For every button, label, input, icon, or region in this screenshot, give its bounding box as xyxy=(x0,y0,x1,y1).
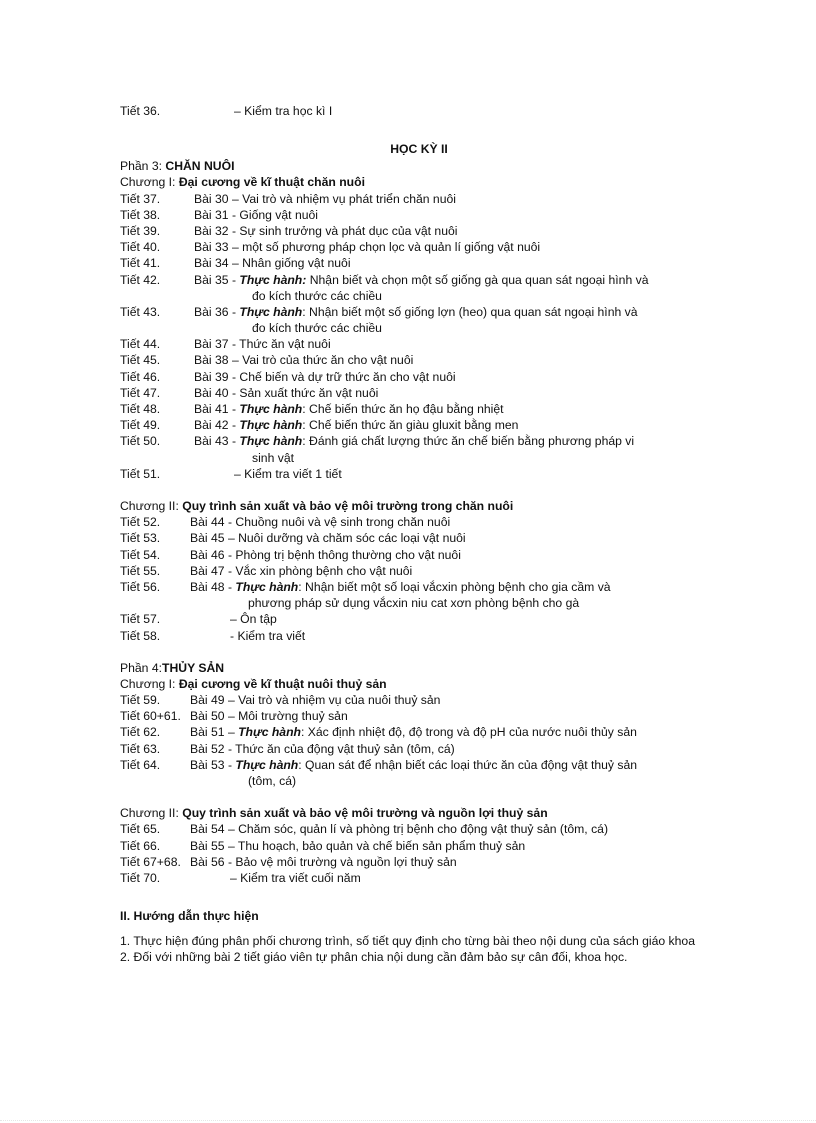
lesson-row xyxy=(120,352,710,368)
chapter-prefix: Chương II: xyxy=(120,806,183,821)
lesson-label: Tiết 48. xyxy=(120,402,161,417)
lesson-row xyxy=(120,547,710,563)
lesson-title: Bài 44 - Chuồng nuôi và vệ sinh trong chăn nuôi xyxy=(190,515,451,530)
part-prefix: Phần 4: xyxy=(120,660,163,675)
chapter-name: Quy trình sản xuất và bảo vệ môi trường và nguồn lợi thuỷ sản xyxy=(182,806,548,821)
lesson-row xyxy=(120,838,710,854)
page-bottom-divider xyxy=(0,1120,816,1121)
practice-label: Thực hành: xyxy=(239,272,307,287)
lesson-text xyxy=(194,385,378,401)
lesson-row xyxy=(120,821,710,837)
part-name: CHĂN NUÔI xyxy=(165,159,235,174)
lesson-row xyxy=(120,741,710,757)
semester-title: HỌC KỲ II xyxy=(390,142,448,157)
lesson-row xyxy=(120,708,710,724)
lesson-label: Tiết 70. xyxy=(120,870,161,885)
lesson-text xyxy=(194,304,638,336)
lesson-text xyxy=(190,821,608,837)
lesson-label: Tiết 37. xyxy=(120,191,161,206)
lesson-row xyxy=(120,530,710,546)
lesson-title: Bài 40 - Sản xuất thức ăn vật nuôi xyxy=(194,385,379,400)
chapter-name: Đại cương về kĩ thuật chăn nuôi xyxy=(178,175,365,190)
lesson-title: Bài 51 – xyxy=(190,725,239,740)
lesson-row xyxy=(120,433,710,465)
lesson-title: Bài 45 – Nuôi dưỡng và chăm sóc các loại vật nuôi xyxy=(190,531,466,546)
lesson-text xyxy=(194,223,457,239)
lesson-label: Tiết 36. xyxy=(120,104,161,118)
chapter-name: Đại cương về kĩ thuật nuôi thuỷ sản xyxy=(178,676,387,691)
lesson-title: Bài 49 – Vai trò và nhiệm vụ của nuôi thuỷ sản xyxy=(190,693,441,708)
lesson-list xyxy=(120,514,710,611)
chapter-prefix: Chương I: xyxy=(120,175,179,190)
lesson-label: Tiết 57. xyxy=(120,612,161,627)
lesson-row xyxy=(120,304,710,336)
lesson-row xyxy=(120,336,710,352)
lesson-label: Tiết 66. xyxy=(120,838,161,853)
test-row xyxy=(120,628,710,644)
practice-label: Thực hành xyxy=(235,757,299,772)
chapter-heading xyxy=(120,498,710,514)
lesson-label: Tiết 52. xyxy=(120,515,161,530)
lesson-title: Bài 41 - xyxy=(194,402,240,417)
lesson-title: Bài 38 – Vai trò của thức ăn cho vật nuôi xyxy=(194,353,414,368)
lesson-title: Bài 46 - Phòng trị bệnh thông thường cho vật nuôi xyxy=(190,547,461,562)
lesson-row xyxy=(120,239,710,255)
lesson-title: Bài 48 - xyxy=(190,579,236,594)
lesson-title: Bài 53 - xyxy=(190,757,236,772)
lesson-row xyxy=(120,385,710,401)
lesson-title-continued: đo kích thước các chiều xyxy=(252,288,382,303)
lesson-text xyxy=(194,191,456,207)
lesson-text xyxy=(190,854,457,870)
practice-label: Thực hành xyxy=(238,725,301,740)
lesson-label: Tiết 64. xyxy=(120,757,161,772)
lesson-label: Tiết 45. xyxy=(120,353,161,368)
lesson-label: Tiết 63. xyxy=(120,741,161,756)
lesson-title: Bài 55 – Thu hoạch, bảo quản và chế biến sản phẩm thuỷ sản xyxy=(190,838,526,853)
lesson-label: Tiết 40. xyxy=(120,240,161,255)
lesson-label: Tiết 67+68. xyxy=(120,854,181,869)
lesson-text xyxy=(194,417,518,433)
lesson-text xyxy=(194,239,540,255)
lesson-text xyxy=(194,255,351,271)
part-name: THỦY SẢN xyxy=(162,660,225,675)
lesson-row xyxy=(120,369,710,385)
lesson-label: Tiết 56. xyxy=(120,579,161,594)
lesson-text xyxy=(190,547,461,563)
lesson-label: Tiết 46. xyxy=(120,369,161,384)
lesson-row xyxy=(120,223,710,239)
lesson-text xyxy=(194,369,456,385)
lesson-title: Bài 39 - Chế biến và dự trữ thức ăn cho vật nuôi xyxy=(194,369,456,384)
lesson-label: Tiết 53. xyxy=(120,531,161,546)
chapter-name: Quy trình sản xuất và bảo vệ môi trường trong chăn nuôi xyxy=(182,498,514,513)
lesson-text: – Ôn tập xyxy=(230,612,277,627)
lesson-label: Tiết 59. xyxy=(120,693,161,708)
lesson-title-rest: : Quan sát để nhận biết các loại thức ăn của động vật thuỷ sản xyxy=(298,757,638,772)
part-prefix: Phần 3: xyxy=(120,159,166,174)
lesson-label: Tiết 39. xyxy=(120,223,161,238)
lesson-text xyxy=(190,514,450,530)
lesson-row xyxy=(120,207,710,223)
practice-label: Thực hành xyxy=(239,418,303,433)
test-row xyxy=(120,466,710,482)
chapter-heading xyxy=(120,805,710,821)
lesson-title: Bài 35 - xyxy=(194,272,240,287)
chapter-heading xyxy=(120,174,710,190)
lesson-label: Tiết 38. xyxy=(120,207,161,222)
lesson-row xyxy=(120,255,710,271)
lesson-row xyxy=(120,692,710,708)
lesson-title: Bài 50 – Môi trường thuỷ sản xyxy=(190,709,348,724)
lesson-title: Bài 31 - Giống vật nuôi xyxy=(194,207,318,222)
lesson-text: – Kiểm tra học kì I xyxy=(234,104,333,118)
practice-label: Thực hành xyxy=(235,579,299,594)
lesson-title: Bài 33 – một số phương pháp chọn lọc và quản lí giống vật nuôi xyxy=(194,240,541,255)
lesson-title: Bài 36 - xyxy=(194,304,240,319)
lesson-text xyxy=(194,352,413,368)
lesson-label: Tiết 51. xyxy=(120,466,161,481)
lesson-text xyxy=(194,272,649,304)
lesson-title: Bài 32 - Sự sinh trưởng và phát dục của vật nuôi xyxy=(194,223,458,238)
chapter-heading xyxy=(120,676,710,692)
lesson-title: Bài 30 – Vai trò và nhiệm vụ phát triển chăn nuôi xyxy=(194,191,456,206)
lesson-label: Tiết 55. xyxy=(120,563,161,578)
part-heading xyxy=(120,158,710,174)
lesson-title-rest: Nhận biết và chọn một số giống gà qua quan sát ngoại hình và xyxy=(306,272,649,287)
lesson-title: Bài 37 - Thức ăn vật nuôi xyxy=(194,337,331,352)
lesson-row xyxy=(120,272,710,304)
lesson-text xyxy=(190,579,611,611)
review-row xyxy=(120,611,710,627)
lesson-text: - Kiểm tra viết xyxy=(230,628,306,643)
lesson-text xyxy=(190,530,466,546)
lesson-row xyxy=(120,103,710,119)
lesson-text xyxy=(194,401,504,417)
lesson-label: Tiết 65. xyxy=(120,822,161,837)
lesson-list xyxy=(120,692,710,789)
lesson-label: Tiết 49. xyxy=(120,418,161,433)
lesson-text xyxy=(190,741,455,757)
lesson-text xyxy=(190,838,525,854)
practice-label: Thực hành xyxy=(239,434,303,449)
lesson-title: Bài 56 - Bảo vệ môi trường và nguồn lợi thuỷ sản xyxy=(190,854,457,869)
lesson-row xyxy=(120,191,710,207)
lesson-title-continued: (tôm, cá) xyxy=(248,774,297,789)
lesson-row xyxy=(120,724,710,740)
lesson-title-rest: : Nhận biết một số giống lợn (heo) qua quan sát ngoại hình và xyxy=(302,304,638,319)
lesson-text xyxy=(194,433,634,465)
lesson-title: Bài 47 - Vắc xin phòng bệnh cho vật nuôi xyxy=(190,563,413,578)
lesson-list xyxy=(120,821,710,870)
lesson-label: Tiết 43. xyxy=(120,304,161,319)
lesson-title-continued: đo kích thước các chiều xyxy=(252,321,382,336)
lesson-label: Tiết 54. xyxy=(120,547,161,562)
guidance-item: 1. Thực hiện đúng phân phối chương trình, số tiết quy định cho từng bài theo nội dung của sách giáo khoa xyxy=(120,934,695,949)
lesson-row xyxy=(120,514,710,530)
lesson-label: Tiết 47. xyxy=(120,385,161,400)
lesson-row xyxy=(120,417,710,433)
guidance-item: 2. Đối với những bài 2 tiết giáo viên tự phân chia nội dung cần đảm bảo sự cân đối, khoa học. xyxy=(120,950,628,965)
lesson-row xyxy=(120,854,710,870)
lesson-text: – Kiểm tra viết 1 tiết xyxy=(234,466,342,481)
lesson-text xyxy=(190,708,348,724)
lesson-title-rest: : Chế biến thức ăn họ đậu bằng nhiệt xyxy=(302,402,504,417)
lesson-row xyxy=(120,401,710,417)
lesson-text xyxy=(194,336,331,352)
lesson-title: Bài 43 - xyxy=(194,434,240,449)
lesson-label: Tiết 58. xyxy=(120,628,161,643)
lesson-label: Tiết 62. xyxy=(120,725,161,740)
lesson-title-rest: : Chế biến thức ăn giàu gluxit bằng men xyxy=(302,418,519,433)
lesson-title: Bài 54 – Chăm sóc, quản lí và phòng trị bệnh cho động vật thuỷ sản (tôm, cá) xyxy=(190,822,609,837)
document-page xyxy=(120,103,710,965)
lesson-title-continued: sinh vật xyxy=(252,450,295,465)
lesson-title-rest: : Nhận biết một số loại vắcxin phòng bệnh cho gia cầm và xyxy=(298,579,611,594)
lesson-title-rest: : Đánh giá chất lượng thức ăn chế biến bằng phương pháp vi xyxy=(302,434,635,449)
guidance-heading: II. Hướng dẫn thực hiện xyxy=(120,909,259,924)
lesson-list xyxy=(120,191,710,466)
chapter-prefix: Chương II: xyxy=(120,498,183,513)
lesson-label: Tiết 60+61. xyxy=(120,709,181,724)
lesson-text xyxy=(194,207,318,223)
practice-label: Thực hành xyxy=(239,304,303,319)
lesson-title: Bài 42 - xyxy=(194,418,240,433)
lesson-label: Tiết 50. xyxy=(120,434,161,449)
lesson-title: Bài 34 – Nhân giống vật nuôi xyxy=(194,256,351,271)
lesson-label: Tiết 42. xyxy=(120,272,161,287)
part-heading xyxy=(120,660,710,676)
lesson-title-continued: phương pháp sử dụng vắcxin niu cat xơn phòng bệnh cho gà xyxy=(248,596,580,611)
lesson-row xyxy=(120,563,710,579)
practice-label: Thực hành xyxy=(239,402,303,417)
lesson-title-rest: : Xác định nhiệt độ, độ trong và độ pH của nước nuôi thủy sản xyxy=(300,725,637,740)
lesson-label: Tiết 41. xyxy=(120,256,161,271)
test-row xyxy=(120,870,710,886)
chapter-prefix: Chương I: xyxy=(120,676,179,691)
lesson-text xyxy=(190,692,440,708)
lesson-text xyxy=(190,757,637,789)
lesson-label: Tiết 44. xyxy=(120,337,161,352)
lesson-title: Bài 52 - Thức ăn của động vật thuỷ sản (tôm, cá) xyxy=(190,741,455,756)
lesson-text: – Kiểm tra viết cuối năm xyxy=(230,870,361,885)
lesson-text xyxy=(190,563,412,579)
lesson-row xyxy=(120,579,710,611)
lesson-text xyxy=(190,724,637,740)
lesson-row xyxy=(120,757,710,789)
